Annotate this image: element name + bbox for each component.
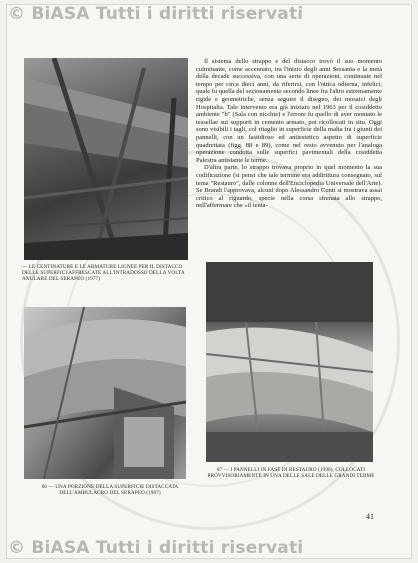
caption-figure-85: — LE CENTINATURE E LE ARMATURE LIGNEE PER IL DISTACCO DELLE SUPERFICI AFFRESCATE ALL'INTRADOSSO DELLA VOLTA ANULARE DEL SERAPEO (1977) [22, 264, 185, 283]
panels-restoration-photo [206, 262, 373, 462]
watermark-top: © BiASA Tutti i diritti riservati [8, 4, 304, 24]
caption-figure-87: 87 — I PANNELLI IN FASE DI RESTAURO (1990), COLLOCATI PROVVISORIAMENTE IN UNA DELLE SALE DELLE GRANDI TERME [207, 467, 375, 480]
wooden-centering-vault-photo [24, 58, 188, 260]
article-body [196, 58, 382, 210]
paragraph-2: D'altra parte, lo strappo trovava proprio in quel momento la sua codificazione (si pensi che tale termine era addirittura consegnato, sul tema "Restauro", dalle colonne dell'Enciclopedia Universale dell'Arte). Se Brandi l'approvava, alcuni dopo Alessandro Conti si mostrava assai critico al riguardo, specie nella corsa sfrenata allo strappo, nell'affermare che «il tenta- [196, 164, 382, 210]
caption-figure-86: 86 — UNA PORZIONE DELLA SUPERFICIE DISTACCATA DELL'AMBULACRO DEL SERAPEO (1987) [41, 484, 179, 497]
page-number: 41 [366, 512, 374, 521]
watermark-bottom: © BiASA Tutti i diritti riservati [8, 538, 304, 558]
paragraph-1: Il sistema dello strappo e del distacco trovò il suo momento culminante, come accennato, tra l'inizio degli anni Sessanta e la metà della decade successiva, con una serie di operazioni, continuate nel tempo per circa dieci anni, da riferirsi, con l'ottica odierna, infelici, quale fu quella del sezionamento secondo linee fra l'altro estremamente rigide e geometriche, senza seguire il disegno, dei mosaici degli Hospitalia. Tale intervento era già iniziato nel 1963 per il cosiddetto ambiente "b" (Sala con nicchie) e l'errore fu quello di aver montato le tessellae sui supporti in cemento armato, poi ricollocati in situ. Oggi sono visibili i tagli, col ritaglio in superficie della malta fra i giunti dei pannelli, con un fastidioso ed antiestetico aspetto di superficie quadrettata (figg. 88 e 89), come nel resto avvenuto per l'analoga operazione condotta sulle superfici pavimentali della cosiddetta Palestra antistante le terme. [196, 58, 382, 164]
detached-fresco-surface-photo [24, 307, 186, 479]
